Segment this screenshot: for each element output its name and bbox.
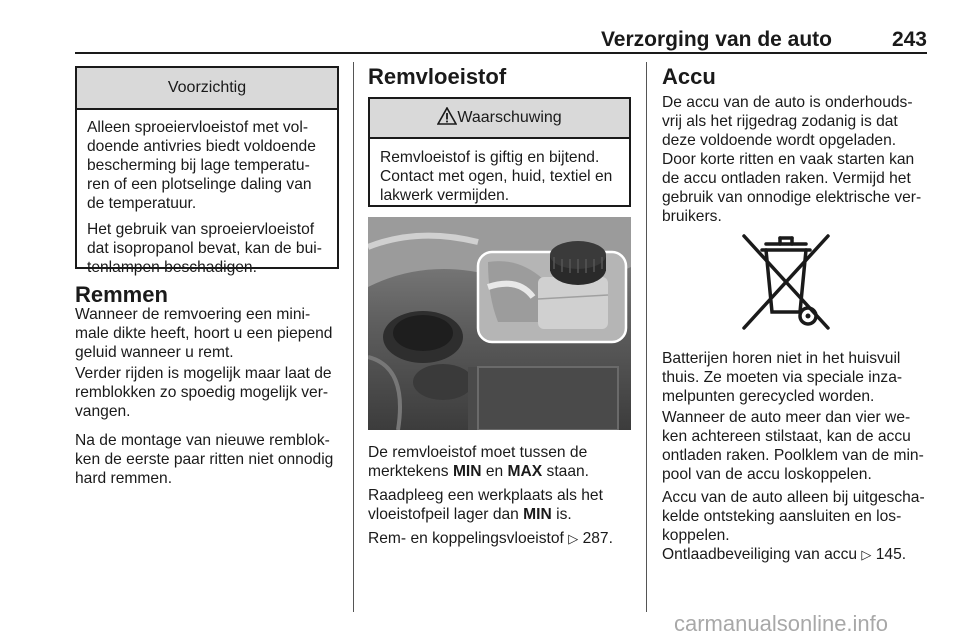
cross-reference-icon: ▷	[568, 532, 579, 547]
battery-title: Accu	[662, 64, 716, 89]
warning-heading	[370, 99, 629, 139]
caution-paragraph-1: Alleen sproeiervloeistof met vol-doende antivries biedt voldoende bescherming bij lage temperatu-ren of een plotselinge daling van de temperatuur.	[87, 119, 316, 212]
battery-paragraph-1: De accu van de auto is onderhouds-vrij als het rijgedrag zodanig is dat deze voldoende wordt opgeladen. Door korte ritten en vaak starten kan de accu ontladen raken. Vermijd het gebruik van onnodige elektrische ver-bruikers.	[662, 94, 922, 225]
warning-text: Remvloeistof is giftig en bijtend. Contact met ogen, huid, textiel en lakwerk vermijden.	[380, 149, 613, 204]
max-mark: MAX	[507, 463, 543, 480]
battery-p5-text: Ontlaadbeveiliging van accu	[662, 546, 862, 563]
page-number: 243	[891, 28, 927, 51]
warning-body	[370, 139, 629, 205]
battery-paragraph-5	[662, 545, 928, 565]
cross-reference-icon-2: ▷	[861, 548, 872, 563]
page-header	[75, 22, 927, 52]
brake-fluid-p2-text: Raadpleeg een werkplaats als het vloeistofpeil lager dan	[368, 487, 603, 523]
warning-triangle-icon	[437, 102, 457, 120]
crossed-out-bin-icon	[736, 232, 836, 332]
brake-fluid-reservoir-photo	[368, 217, 631, 430]
brake-fluid-p2-end: is.	[551, 506, 572, 523]
column-divider-1	[353, 62, 354, 612]
brake-fluid-p1-text: De remvloeistof moet tussen de merktekens	[368, 444, 588, 480]
brake-fluid-p3-text: Rem- en koppelingsvloeistof	[368, 530, 569, 547]
brakes-paragraph-3: Na de montage van nieuwe remblok-ken de eerste paar ritten niet onnodig hard remmen.	[75, 432, 334, 487]
caution-paragraph-2: Het gebruik van sproeiervloeistof dat isopropanol bevat, kan de bui-tenlampen beschadigen.	[87, 221, 322, 276]
header-rule	[75, 52, 927, 54]
brake-fluid-p1-mid: en	[481, 463, 508, 480]
brake-fluid-paragraph-2	[368, 486, 633, 524]
brakes-paragraph-2: Verder rijden is mogelijk maar laat de remblokken zo spoedig mogelijk ver-vangen.	[75, 365, 332, 420]
warning-box	[368, 97, 631, 207]
brake-fluid-page-ref[interactable]: 287.	[578, 530, 613, 547]
brake-fluid-paragraph-1	[368, 443, 633, 481]
min-mark: MIN	[452, 463, 482, 480]
brake-fluid-p1-end: staan.	[542, 463, 590, 480]
brakes-title: Remmen	[75, 282, 168, 307]
header-title: Verzorging van de auto	[600, 28, 832, 51]
battery-page-ref[interactable]: 145.	[871, 546, 907, 563]
battery-paragraph-2: Batterijen horen niet in het huisvuil thuis. Ze moeten via speciale inza-melpunten gerecycled worden.	[662, 350, 903, 405]
watermark: carmanualsonline.info	[674, 611, 889, 636]
caution-box	[75, 66, 339, 276]
brakes-paragraph-1: Wanneer de remvoering een mini-male dikte heeft, hoort u een piepend geluid wanneer u remt.	[75, 306, 333, 361]
min-mark-2: MIN	[523, 506, 552, 523]
column-divider-2	[646, 62, 647, 612]
warning-heading-text: Waarschuwing	[457, 109, 562, 126]
brake-fluid-title: Remvloeistof	[368, 64, 507, 89]
caution-body	[77, 110, 337, 277]
battery-paragraph-4: Accu van de auto alleen bij uitgescha-kelde ontsteking aansluiten en los-koppelen.	[662, 489, 925, 544]
brake-fluid-paragraph-3	[368, 529, 633, 549]
battery-paragraph-3: Wanneer de auto meer dan vier we-ken achtereen stilstaat, kan de accu ontladen raken. Poolklem van de min-pool van de accu loskoppelen.	[662, 409, 924, 483]
caution-heading: Voorzichtig	[77, 68, 337, 110]
